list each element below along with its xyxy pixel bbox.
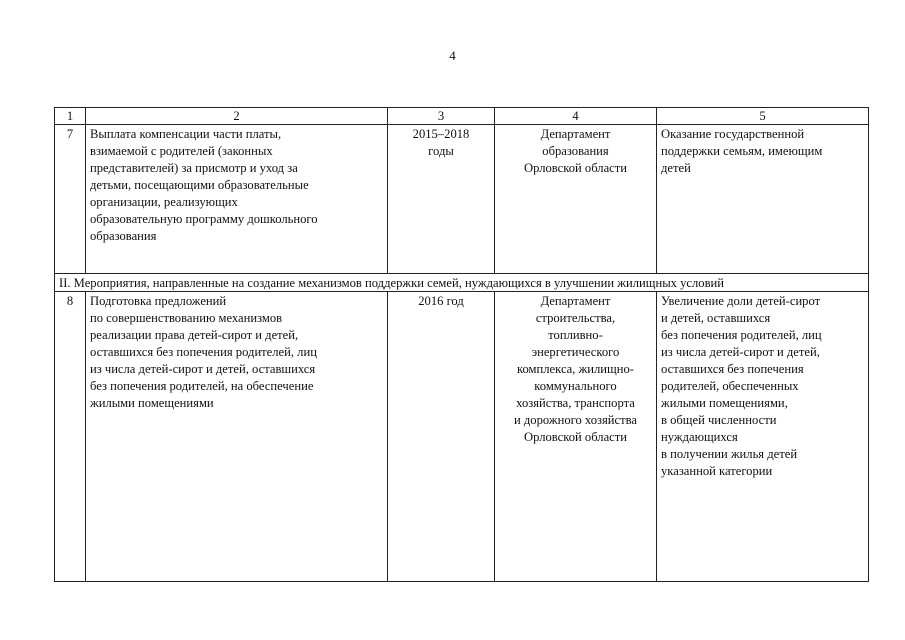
text-line: энергетического	[531, 345, 620, 359]
section-title: II. Мероприятия, направленные на создание механизмов поддержки семей, нуждающихся в улучшении жилищных условий	[55, 274, 869, 292]
text-line: из числа детей-сирот и детей,	[661, 345, 820, 359]
text-line: Орловской области	[523, 161, 628, 175]
header-row	[55, 108, 869, 125]
text-line: топливно-	[548, 328, 603, 342]
header-cell: 4	[495, 108, 657, 125]
section-row	[55, 274, 869, 292]
text-line: поддержки семьям, имеющим	[661, 144, 823, 158]
text-line: жилыми помещениями	[90, 396, 214, 410]
text-line: детьми, посещающими образовательные	[90, 178, 309, 192]
text-line: образования	[542, 144, 609, 158]
header-cell: 1	[55, 108, 86, 125]
text-line: годы	[428, 144, 454, 158]
text-line: Департамент	[540, 294, 611, 308]
text-line: реализации права детей-сирот и детей,	[90, 328, 299, 342]
text-line: Орловской области	[523, 430, 628, 444]
measure-period	[388, 292, 495, 582]
text-line: Выплата компенсации части платы,	[90, 127, 282, 141]
text-line: Увеличение доли детей-сирот	[661, 294, 821, 308]
row-number: 7	[55, 125, 86, 274]
measure-description	[86, 125, 388, 274]
text-line: хозяйства, транспорта	[516, 396, 635, 410]
page-number: 4	[449, 48, 456, 63]
text-line: детей	[661, 161, 691, 175]
table-row	[55, 125, 869, 274]
text-line: Департамент	[540, 127, 611, 141]
measure-executor	[495, 125, 657, 274]
text-line: без попечения родителей, лиц	[661, 328, 822, 342]
text-line: представителей) за присмотр и уход за	[90, 161, 298, 175]
text-line: образования	[90, 229, 157, 243]
text-line: из числа детей-сирот и детей, оставшихся	[90, 362, 316, 376]
text-line: организации, реализующих	[90, 195, 238, 209]
text-line: Оказание государственной	[661, 127, 805, 141]
text-line: нуждающихся	[661, 430, 738, 444]
text-line: в получении жилья детей	[661, 447, 798, 461]
header-cell: 5	[657, 108, 869, 125]
header-cell: 3	[388, 108, 495, 125]
row-number: 8	[55, 292, 86, 582]
text-line: указанной категории	[661, 464, 773, 478]
text-line: оставшихся без попечения	[661, 362, 804, 376]
measure-result	[657, 292, 869, 582]
text-line: по совершенствованию механизмов	[90, 311, 283, 325]
header-cell: 2	[86, 108, 388, 125]
text-line: Подготовка предложений	[90, 294, 227, 308]
text-line: и детей, оставшихся	[661, 311, 771, 325]
text-line: родителей, обеспеченных	[661, 379, 799, 393]
text-line: 2016 год	[418, 294, 464, 308]
text-line: взимаемой с родителей (законных	[90, 144, 273, 158]
text-line: комплекса, жилищно-	[517, 362, 634, 376]
measure-executor	[495, 292, 657, 582]
text-line: строительства,	[535, 311, 616, 325]
text-line: оставшихся без попечения родителей, лиц	[90, 345, 317, 359]
text-line: образовательную программу дошкольного	[90, 212, 318, 226]
text-line: и дорожного хозяйства	[514, 413, 637, 427]
text-line: коммунального	[534, 379, 617, 393]
measures-table	[54, 107, 869, 582]
table-row	[55, 292, 869, 582]
text-line: жилыми помещениями,	[661, 396, 788, 410]
measure-result	[657, 125, 869, 274]
text-line: без попечения родителей, на обеспечение	[90, 379, 314, 393]
measure-description	[86, 292, 388, 582]
text-line: 2015–2018	[412, 127, 470, 141]
text-line: в общей численности	[661, 413, 777, 427]
measure-period	[388, 125, 495, 274]
